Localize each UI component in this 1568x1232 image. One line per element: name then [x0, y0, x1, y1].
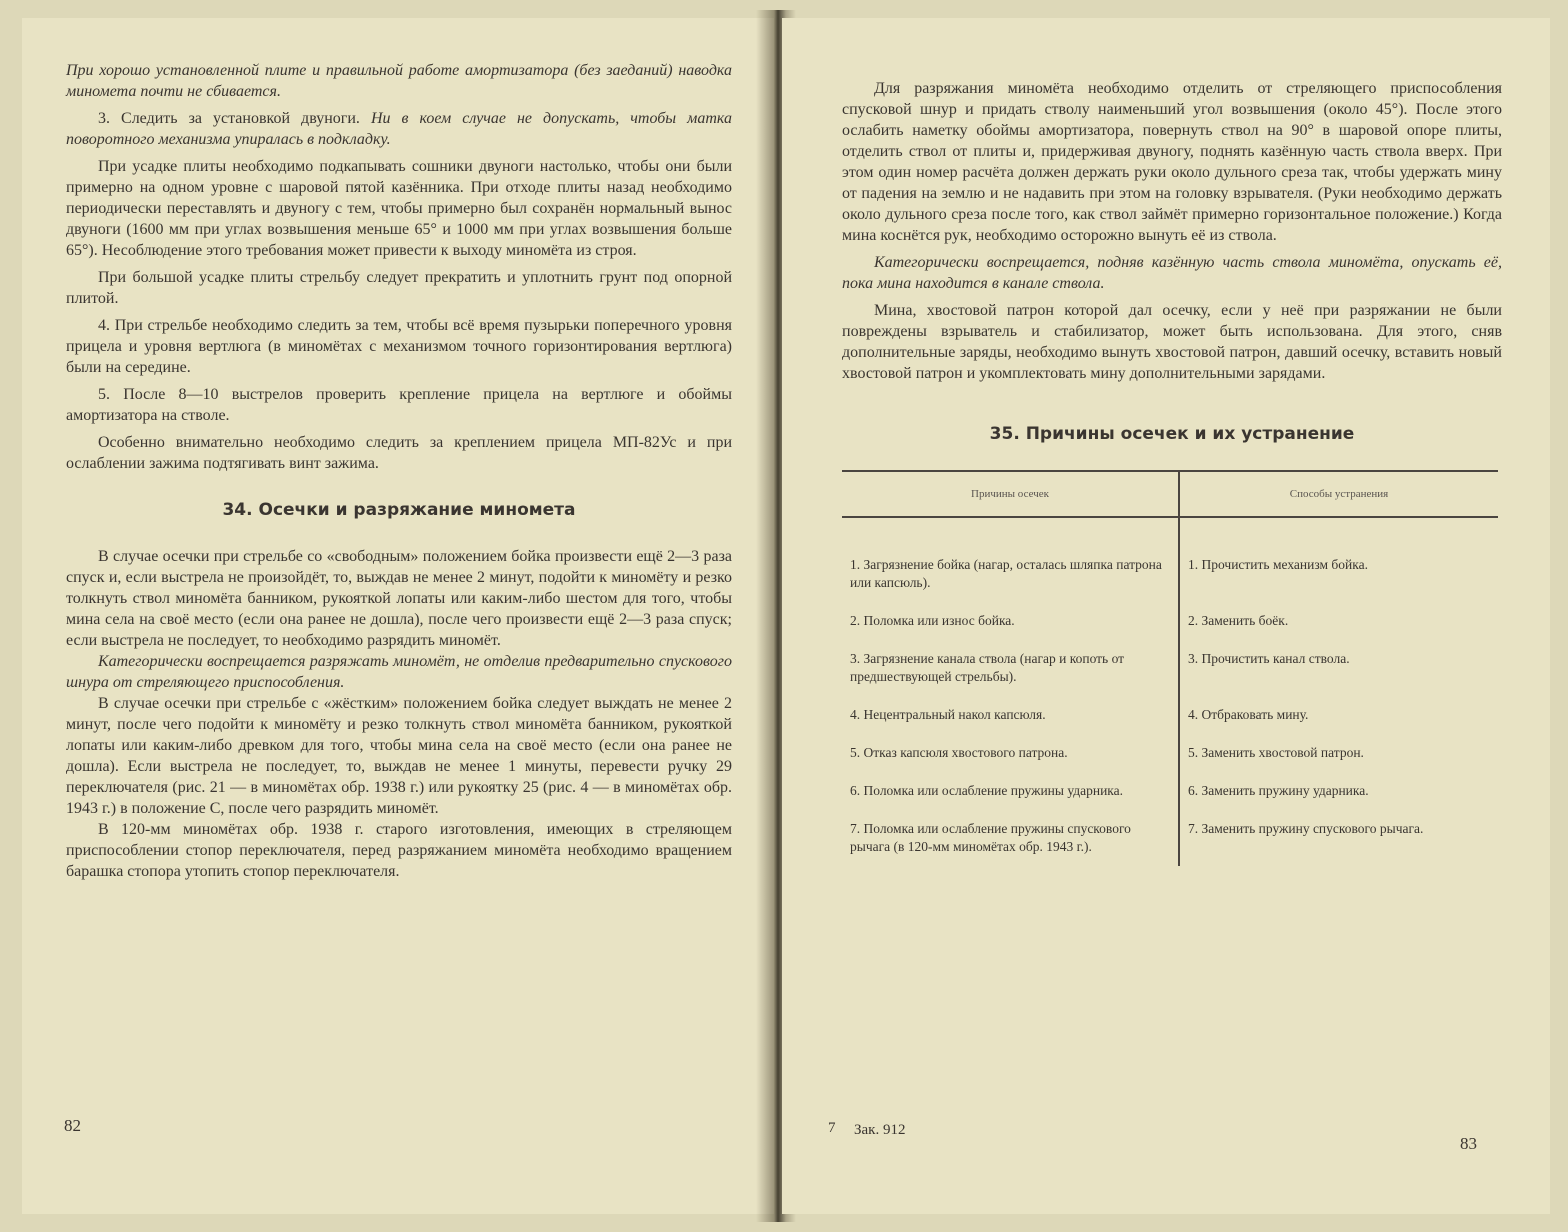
- paragraph: [66, 108, 732, 150]
- paragraph: В случае осечки при стрельбе с «жёстким» положением бойка следует выждать не менее 2 минут, после чего подойти к миномёту и резко толкнуть ствол миномёта банником, рукояткой лопаты или каким-либо древком для того, чтобы мина села на своё место (если она ранее не дошла). Если выстрела не последует, то, выждав не менее 1 минуты, перевести ручку 29 переключателя (рис. 21 — в миномётах обр. 1938 г.) или рукоятку 25 (рис. 4 — в миномётах обр. 1943 г.) в положение С, после чего разрядить миномёт.: [66, 695, 732, 817]
- remedy-cell: 7. Заменить пружину спускового рычага.: [1188, 821, 1424, 836]
- cause-cell: 6. Поломка или ослабление пружины ударника.: [842, 772, 1179, 810]
- page-number-right: 83: [1460, 1134, 1477, 1153]
- paragraph: В 120-мм миномётах обр. 1938 г. старого изготовления, имеющих в стреляющем приспособлении стопор переключателя, перед разряжанием миномёта необходимо вращением барашка стопора утопить стопор переключателя.: [66, 821, 732, 880]
- paragraph: Мина, хвостовой патрон которой дал осечку, если у неё при разряжании не были повреждены взрыватель и стабилизатор, может быть использована. Для этого, сняв дополнительные заряды, необходимо вынуть хвостовой патрон, давший осечку, вставить новый хвостовой патрон и укомплектовать мину дополнительными зарядами.: [842, 302, 1502, 382]
- paragraph: При хорошо установленной плите и правильной работе амортизатора (без заеданий) наводка миномета почти не сбивается.: [66, 62, 732, 100]
- cause-cell: 5. Отказ капсюля хвостового патрона.: [842, 734, 1179, 772]
- table-row: [842, 517, 1498, 602]
- paragraph-lead: 3. Следить за установкой двуноги.: [98, 110, 360, 127]
- right-page: [782, 18, 1550, 1214]
- remedy-cell: 6. Заменить пружину ударника.: [1188, 783, 1369, 798]
- table-row: [842, 734, 1498, 772]
- cause-cell: 3. Загрязнение канала ствола (нагар и копоть от предшествующей стрельбы).: [842, 640, 1179, 696]
- section-35-title: 35. Причины осечек и их устранение: [989, 424, 1355, 444]
- misfire-table: [842, 470, 1498, 866]
- paragraph: Особенно внимательно необходимо следить за креплением прицела МП-82Ус и при ослаблении зажима подтягивать винт зажима.: [66, 434, 732, 472]
- table-row: [842, 772, 1498, 810]
- table-row: [842, 602, 1498, 640]
- paragraph: Для разряжания миномёта необходимо отделить от стреляющего приспособления спусковой шнур и придать стволу наименьший угол возвышения (около 45°). После этого ослабить наметку обоймы амортизатора, повернуть ствол на 90° в шаровой опоре плиты, отделить ствол от плиты и, придерживая двуногу, поднять казённую часть ствола вверх. При этом один номер расчёта должен держать руки около дульного среза так, чтобы удержать мину от падения на землю и не надавить при этом на головку взрывателя. (Руки необходимо держать около дульного среза после того, как ствол займёт примерно горизонтальное положение.) Когда мина коснётся рук, необходимо осторожно вынуть её из ствола.: [842, 80, 1502, 244]
- paragraph: При усадке плиты необходимо подкапывать сошники двуноги настолько, чтобы они были примерно на одном уровне с шаровой пятой казённика. При отходе плиты назад необходимо периодически переставлять и двуногу с тем, чтобы примерно был сохранён нормальный вынос двуноги (1600 мм при углах возвышения меньше 65° и 1000 мм при углах возвышения больше 65°). Несоблюдение этого требования может привести к выходу миномёта из строя.: [66, 158, 732, 259]
- cause-cell: 4. Нецентральный накол капсюля.: [842, 696, 1179, 734]
- table-row: [842, 696, 1498, 734]
- column-header-causes: Причины осечек: [842, 471, 1179, 517]
- remedy-cell: 1. Прочистить механизм бойка.: [1188, 557, 1368, 572]
- left-page: [22, 18, 774, 1214]
- remedy-cell: 5. Заменить хвостовой патрон.: [1188, 745, 1364, 760]
- section-34-title: 34. Осечки и разряжание миномета: [222, 500, 576, 520]
- page-number-left: 82: [64, 1116, 81, 1135]
- cause-cell: 1. Загрязнение бойка (нагар, осталась шляпка патрона или капсюль).: [842, 517, 1179, 602]
- paragraph: При большой усадке плиты стрельбу следует прекратить и уплотнить грунт под опорной плитой.: [66, 269, 732, 307]
- remedy-cell: 2. Заменить боёк.: [1188, 613, 1289, 628]
- paragraph: Категорически воспрещается, подняв казённую часть ствола миномёта, опускать её, пока мина находится в канале ствола.: [842, 254, 1502, 292]
- cause-cell: 7. Поломка или ослабление пружины спускового рычага (в 120-мм миномётах обр. 1943 г.).: [842, 810, 1179, 866]
- paragraph: В случае осечки при стрельбе со «свободным» положением бойка произвести ещё 2—3 раза спуск и, если выстрела не произойдёт, то, выждав не менее 2 минут, подойти к миномёту и резко толкнуть ствол миномёта банником, рукояткой лопаты или каким-либо шестом для того, чтобы мина села на своё место (если она ранее не дошла), после чего произвести ещё 2—3 раза спуск; если выстрела не последует, то необходимо разрядить миномёт.: [66, 548, 732, 649]
- remedy-cell: 4. Отбраковать мину.: [1188, 707, 1309, 722]
- column-header-remedies: Способы устранения: [1179, 471, 1498, 517]
- table-row: [842, 810, 1498, 866]
- paragraph: 5. После 8—10 выстрелов проверить крепление прицела на вертлюге и обоймы амортизатора на стволе.: [66, 386, 732, 424]
- print-order-number: Зак. 912: [854, 1122, 906, 1138]
- paragraph: Категорически воспрещается разряжать миномёт, не отделив предварительно спускового шнура от стреляющего приспособления.: [66, 653, 732, 691]
- remedy-cell: 3. Прочистить канал ствола.: [1188, 651, 1350, 666]
- paragraph: 4. При стрельбе необходимо следить за тем, чтобы всё время пузырьки поперечного уровня прицела и уровня вертлюга (в миномётах с механизмом точного горизонтирования вертлюга) были на середине.: [66, 317, 732, 376]
- table-header-row: [842, 471, 1498, 517]
- table-row: [842, 640, 1498, 696]
- cause-cell: 2. Поломка или износ бойка.: [842, 602, 1179, 640]
- paragraph-emphasis: Ни в коем случае не допускать, чтобы матка поворотного механизма упиралась в подкладку.: [66, 110, 733, 148]
- signature-mark: 7: [828, 1120, 836, 1136]
